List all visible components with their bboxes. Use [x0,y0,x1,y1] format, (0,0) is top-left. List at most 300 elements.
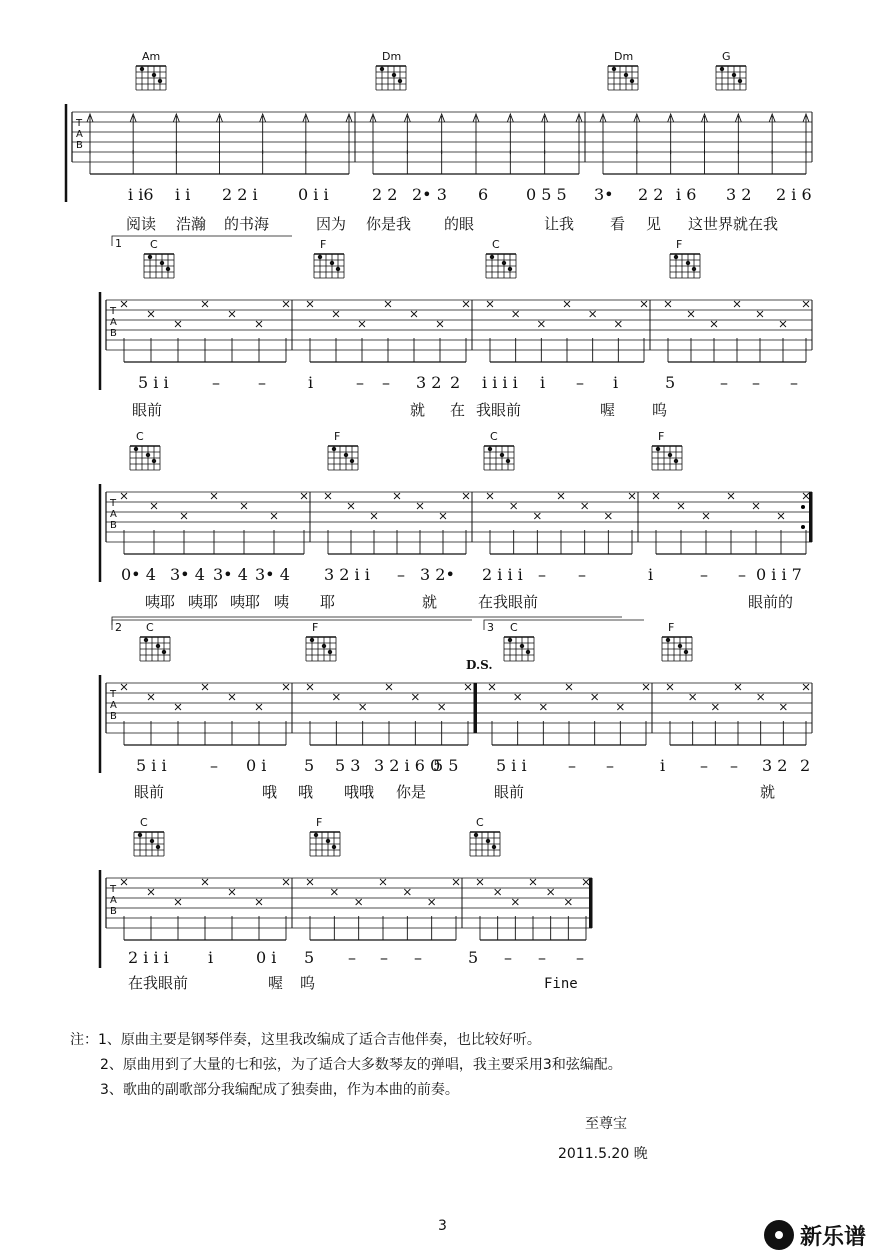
numbered-note: 6 [478,185,489,204]
numbered-note: 3• [594,185,614,204]
lyric: 阅读 [126,215,157,233]
pick-x [307,301,313,307]
pick-x [229,311,235,317]
lyric: 在我眼前 [128,974,189,992]
pick-x [463,493,469,499]
finger-dot [134,447,138,451]
finger-dot [322,644,326,648]
lyric: 哦 [262,783,278,801]
pick-x [121,493,127,499]
pick-x [175,704,181,710]
finger-dot [624,73,628,77]
pick-x [202,684,208,690]
numbered-note: – [504,948,512,967]
chord-diagram [134,816,164,856]
pick-x [566,684,572,690]
pick-x [256,704,262,710]
chord-diagram [716,50,746,90]
volta-2: 2 [115,621,122,634]
chord-name: C [150,238,158,251]
strum-arrow [217,114,223,154]
finger-dot [158,79,162,83]
numbered-note: – [730,756,738,775]
lyric: 哦 [298,783,314,801]
numbered-note: 0 5 5 [526,185,567,204]
finger-dot [520,644,524,648]
record-disc-icon [764,1220,794,1250]
strum-arrow [473,114,479,154]
chord-diagram [130,430,160,470]
tab-letter: A [110,700,117,711]
pick-x [256,321,262,327]
pick-x [359,321,365,327]
lyric: 因为 [316,215,347,233]
chord-diagram [662,621,692,661]
pick-x [348,503,354,509]
pick-x [615,321,621,327]
numbered-note: – [576,373,584,392]
chord-diagram [314,238,344,278]
tab-letter: B [110,520,117,531]
lyric: 眼前的 [748,593,794,611]
chord-diagram [470,816,500,856]
finger-dot [732,73,736,77]
numbered-note: – [568,756,576,775]
numbered-note: 5 i i [496,756,527,775]
lyric: 我眼前 [476,401,522,419]
repeat-dot [801,505,805,509]
finger-dot [488,447,492,451]
strum-arrow [600,114,606,154]
strum-arrow [702,114,708,154]
strum-arrow [404,114,410,154]
strum-arrow [735,114,741,154]
logo-text: 新乐谱 [800,1224,867,1250]
site-logo [764,1218,866,1252]
lyric: 你是 [396,783,427,801]
finger-dot [144,638,148,642]
pick-x [404,889,410,895]
pick-x [175,899,181,905]
pick-x [440,513,446,519]
pick-x [534,513,540,519]
chord-diagram [140,621,170,661]
numbered-note: 3 2 [416,373,442,392]
pick-x [690,694,696,700]
finger-dot [310,638,314,642]
lyric: 咦耶 [230,593,261,611]
numbered-note: i i i i [482,373,518,392]
lyric: 眼前 [134,783,165,801]
pick-x [356,899,362,905]
tab-letter: B [76,140,83,151]
finger-dot [490,255,494,259]
numbered-note: 2 2 [372,185,398,204]
tab-letter: B [110,328,117,339]
pick-x [121,301,127,307]
chord-name: Am [142,50,161,63]
numbered-note: 2 [450,373,461,392]
lyric: 见 [646,215,662,233]
finger-dot [146,453,150,457]
lyric: 就 [422,593,438,611]
pick-x [757,311,763,317]
lyric: 在我眼前 [478,593,539,611]
numbered-note: 3 2 i 6 0 [374,756,441,775]
finger-dot [666,638,670,642]
pick-x [417,503,423,509]
numbered-note: – [258,373,266,392]
numbered-note: 3• 4 [170,565,205,584]
system-3 [100,430,812,625]
note-line-2: 2、原曲用到了大量的七和弦，为了适合大多数琴友的弹唱，我主要采用3和弦编配。 [100,1057,622,1073]
pick-x [371,513,377,519]
numbered-note: – [738,565,746,584]
lyric: 呜 [652,401,668,419]
finger-dot [492,845,496,849]
lyric: 你是我 [366,215,412,233]
pick-x [617,704,623,710]
volta-3-bracket [484,620,644,630]
finger-dot [330,261,334,265]
finger-dot [612,67,616,71]
lyric: 在 [450,401,466,419]
strum-arrow [260,114,266,154]
finger-dot [336,267,340,271]
pick-x [712,704,718,710]
finger-dot [152,459,156,463]
finger-dot [508,267,512,271]
numbered-note: 0 i [246,756,267,775]
lyric: 咦 [274,593,290,611]
numbered-note: 2 i 6 [776,185,812,204]
lyric: 眼前 [132,401,163,419]
page-number: 3 [438,1218,447,1234]
pick-x [678,503,684,509]
pick-x [331,889,337,895]
numbered-note: – [720,373,728,392]
finger-dot [392,73,396,77]
chord-diagram [136,50,166,90]
system-2 [100,238,812,419]
numbered-note: 0• 4 [121,565,156,584]
numbered-note: 3 2 [726,185,752,204]
pick-x [148,889,154,895]
chord-diagram [670,238,700,278]
pick-x [513,311,519,317]
pick-x [487,301,493,307]
pick-x [590,311,596,317]
pick-x [121,684,127,690]
numbered-note: i [208,948,214,967]
numbered-note: 5 3 [335,756,361,775]
pick-x [548,889,554,895]
volta-3: 3 [487,621,494,634]
pick-x [307,684,313,690]
pick-x [653,493,659,499]
tab-letter: T [76,118,83,129]
chord-name: F [676,238,683,251]
chord-name: C [492,238,500,251]
chord-name: Dm [614,50,634,63]
strum-arrow [769,114,775,154]
finger-dot [344,453,348,457]
tab-letter: A [110,509,117,520]
pick-x [803,301,809,307]
numbered-note: i [613,373,619,392]
finger-dot [668,453,672,457]
finger-dot [160,261,164,265]
pick-x [283,684,289,690]
pick-x [465,684,471,690]
tab-letter: A [110,317,117,328]
chord-name: F [320,238,327,251]
numbered-note: – [538,565,546,584]
volta-1: 1 [115,237,122,250]
lyric: 咦耶 [145,593,176,611]
strum-arrow [803,114,809,154]
pick-x [229,889,235,895]
tab-letter: T [110,306,117,317]
lyric: 喔 [268,974,284,992]
finger-dot [140,67,144,71]
numbered-note: – [752,373,760,392]
numbered-note: i [540,373,546,392]
author: 至尊宝 [585,1116,627,1132]
finger-dot [506,459,510,463]
finger-dot [350,459,354,463]
volta-1-bracket [112,236,292,246]
pick-x [641,301,647,307]
pick-x [463,301,469,307]
strum-arrow [439,114,445,154]
numbered-note: 2 [800,756,811,775]
pick-x [202,879,208,885]
pick-x [283,301,289,307]
pick-x [735,684,741,690]
finger-dot [738,79,742,83]
pick-x [429,899,435,905]
system-5 [100,816,592,992]
numbered-note: – [700,756,708,775]
numbered-note: i i6 [128,185,154,204]
numbered-note: 3 2• [420,565,455,584]
finger-dot [678,644,682,648]
chord-diagram [144,238,174,278]
pick-x [411,311,417,317]
numbered-note: – [606,756,614,775]
system-4 [100,621,812,801]
strum-arrow [173,114,179,154]
pick-x [333,694,339,700]
pick-x [540,704,546,710]
pick-x [386,684,392,690]
pick-x [307,879,313,885]
chord-diagram [328,430,358,470]
volta-bracket [112,617,622,625]
numbered-note: 5 [304,756,315,775]
lyric: 咦耶 [188,593,219,611]
chord-name: F [658,430,665,443]
finger-dot [474,833,478,837]
pick-x [711,321,717,327]
finger-dot [148,255,152,259]
pick-x [271,513,277,519]
finger-dot [500,453,504,457]
numbered-note: – [382,373,390,392]
pick-x [583,879,589,885]
finger-dot [508,638,512,642]
pick-x [592,694,598,700]
strum-arrow [542,114,548,154]
notes [70,1028,830,1103]
pick-x [515,694,521,700]
numbered-note: 3• 4 [255,565,290,584]
chord-name: F [312,621,319,634]
finger-dot [138,833,142,837]
numbered-note: – [210,756,218,775]
tab-letter: B [110,906,117,917]
pick-x [151,503,157,509]
chord-diagram [306,621,336,661]
tab-letter: T [110,498,117,509]
strum-arrow [130,114,136,154]
numbered-note: – [790,373,798,392]
lyric: 哦哦 [344,783,375,801]
lyric: 眼前 [494,783,525,801]
pick-x [803,684,809,690]
pick-x [360,704,366,710]
finger-dot [720,67,724,71]
pick-x [487,493,493,499]
numbered-note: – [380,948,388,967]
finger-dot [332,447,336,451]
pick-x [629,493,635,499]
finger-dot [656,447,660,451]
pick-x [803,493,809,499]
strum-arrow [370,114,376,154]
lyric: 浩瀚 [176,215,207,233]
chord-diagram [652,430,682,470]
numbered-note: 3 2 [762,756,788,775]
chord-name: C [140,816,148,829]
pick-x [439,704,445,710]
chord-name: Dm [382,50,402,63]
numbered-note: 2 2 [638,185,664,204]
pick-x [211,493,217,499]
chord-name: C [510,621,518,634]
finger-dot [686,261,690,265]
pick-x [437,321,443,327]
lyric: 的眼 [444,215,475,233]
final-barline [589,878,592,928]
numbered-note: 2 2 i [222,185,258,204]
chord-name: C [476,816,484,829]
pick-x [582,503,588,509]
repeat-barline-start [474,683,477,733]
numbered-note: 0 i i 7 [756,565,802,584]
finger-dot [674,255,678,259]
pick-x [512,899,518,905]
fine-marking: Fine [544,976,578,992]
finger-dot [328,650,332,654]
pick-x [538,321,544,327]
chord-name: F [334,430,341,443]
pick-x [229,694,235,700]
finger-dot [314,833,318,837]
numbered-note: 5 [468,948,479,967]
numbered-note: 5 i i [138,373,169,392]
finger-dot [156,845,160,849]
pick-x [412,694,418,700]
finger-dot [502,261,506,265]
finger-dot [318,255,322,259]
chord-diagram [376,50,406,90]
pick-x [385,301,391,307]
numbered-note: 3• 4 [213,565,248,584]
finger-dot [166,267,170,271]
pick-x [734,301,740,307]
numbered-note: 2 i i i [482,565,523,584]
lyric: 这世界就在我 [688,215,779,233]
pick-x [688,311,694,317]
pick-x [778,513,784,519]
pick-x [605,513,611,519]
finger-dot [674,459,678,463]
chord-diagram [608,50,638,90]
strum-arrow [634,114,640,154]
lyric: 就 [760,783,776,801]
pick-x [121,879,127,885]
chord-name: C [136,430,144,443]
numbered-note: i [648,565,654,584]
pick-x [394,493,400,499]
note-line-1: 注：1、原曲主要是钢琴伴奏，这里我改编成了适合吉他伴奏，也比较好听。 [70,1032,541,1048]
pick-x [558,493,564,499]
chord-name: C [490,430,498,443]
numbered-note: 0 i [256,948,277,967]
pick-x [665,301,671,307]
pick-x [728,493,734,499]
numbered-note: i [308,373,314,392]
strum-arrow [346,114,352,154]
numbered-note: 2• 3 [412,185,447,204]
chord-diagram [310,816,340,856]
pick-x [301,493,307,499]
pick-x [753,503,759,509]
pick-x [325,493,331,499]
lyric: 耶 [320,593,336,611]
numbered-note: – [576,948,584,967]
pick-x [380,879,386,885]
ds-marking: D.S. [466,658,493,672]
repeat-barline [809,492,812,542]
pick-x [530,879,536,885]
lyric: 就 [410,401,426,419]
finger-dot [150,839,154,843]
tab-letter: A [110,895,117,906]
finger-dot [332,845,336,849]
system-1 [66,50,812,233]
finger-dot [630,79,634,83]
numbered-note: 5 [665,373,676,392]
pick-x [703,513,709,519]
tab-letter: B [110,711,117,722]
finger-dot [526,650,530,654]
numbered-note: 5 5 [433,756,459,775]
pick-x [283,879,289,885]
pick-x [181,513,187,519]
